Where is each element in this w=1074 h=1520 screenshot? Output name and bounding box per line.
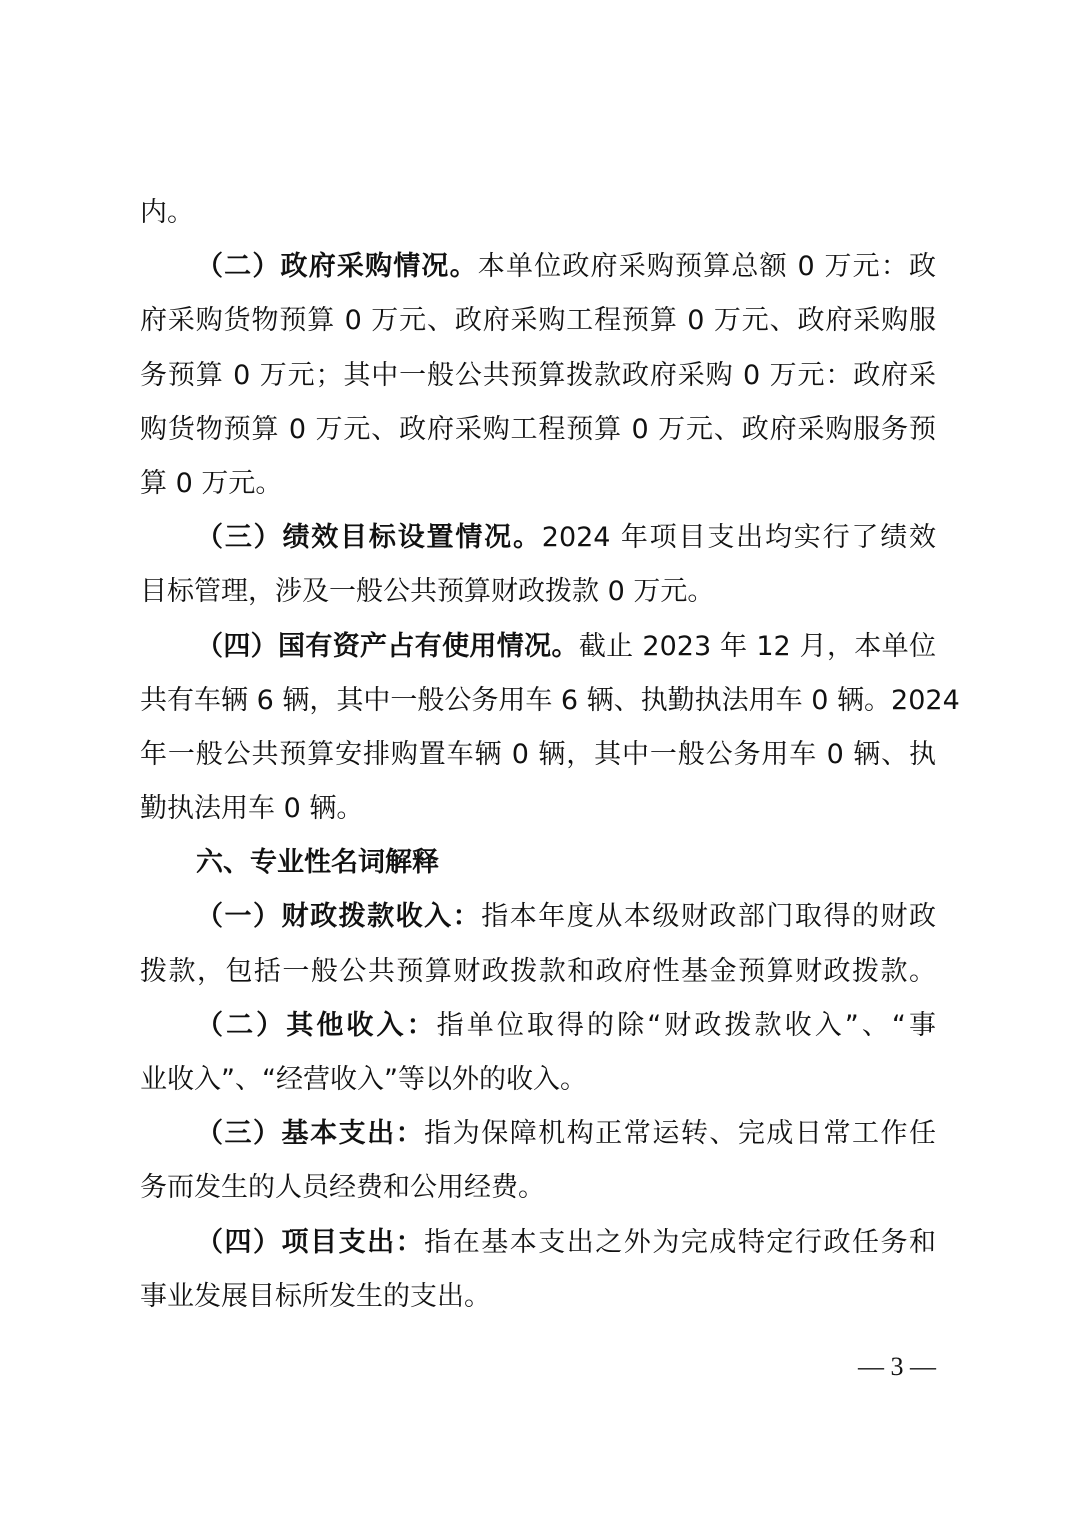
line-text: 务而发生的人员经费和公用经费。 xyxy=(140,1172,545,1204)
line-text: 拨款，包括一般公共预算财政拨款和政府性基金预算财政拨款。 xyxy=(140,955,936,987)
text-line xyxy=(140,782,936,836)
text-line xyxy=(140,1107,936,1161)
line-text: 勤执法用车 0 辆。 xyxy=(140,793,364,825)
text-line xyxy=(140,511,936,565)
bold-heading: （二）政府采购情况。 xyxy=(196,251,478,283)
bold-heading: （三）绩效目标设置情况。 xyxy=(196,522,542,554)
bold-heading: 六、专业性名词解释 xyxy=(196,847,439,879)
line-text: 业收入”、“经营收入”等以外的收入。 xyxy=(140,1064,587,1095)
bold-heading: （四）项目支出： xyxy=(196,1226,425,1258)
text-line xyxy=(140,457,936,511)
line-text: 2024 年项目支出均实行了绩效 xyxy=(541,522,937,554)
page-number: — 3 — xyxy=(858,1352,936,1381)
text-line xyxy=(140,1270,936,1324)
text-line xyxy=(140,565,936,619)
line-text: 事业发展目标所发生的支出。 xyxy=(140,1280,491,1312)
bold-heading: （三）基本支出： xyxy=(196,1118,425,1150)
line-text: 指为保障机构正常运转、完成日常工作任 xyxy=(424,1118,937,1150)
line-text: 指在基本支出之外为完成特定行政任务和 xyxy=(424,1226,937,1258)
line-text: 指本年度从本级财政部门取得的财政 xyxy=(481,901,937,933)
line-text: 目标管理，涉及一般公共预算财政拨款 0 万元。 xyxy=(140,576,715,608)
text-line xyxy=(140,674,960,728)
line-text: 截止 2023 年 12 月，本单位 xyxy=(578,630,936,662)
line-text: 内。 xyxy=(140,197,194,228)
text-line xyxy=(140,620,936,674)
text-line xyxy=(140,240,936,294)
bold-heading: （一）财政拨款收入： xyxy=(196,901,482,933)
text-line xyxy=(140,890,936,944)
bold-heading: （二）其他收入： xyxy=(196,1009,437,1041)
line-text: 共有车辆 6 辆，其中一般公务用车 6 辆、执勤执法用车 0 辆。2024 xyxy=(140,684,960,716)
text-line xyxy=(140,294,936,348)
text-line xyxy=(140,1161,936,1215)
text-line xyxy=(140,186,936,240)
line-text: 府采购货物预算 0 万元、政府采购工程预算 0 万元、政府采购服 xyxy=(140,305,936,337)
text-line xyxy=(140,945,936,999)
text-line xyxy=(140,1216,936,1270)
text-line xyxy=(140,403,936,457)
line-text: 本单位政府采购预算总额 0 万元：政 xyxy=(477,251,937,283)
line-text: 算 0 万元。 xyxy=(140,467,283,499)
text-line xyxy=(140,1053,936,1107)
text-line xyxy=(140,728,936,782)
bold-heading: （四）国有资产占有使用情况。 xyxy=(196,630,579,662)
line-text: 年一般公共预算安排购置车辆 0 辆，其中一般公务用车 0 辆、执 xyxy=(140,738,936,770)
text-line xyxy=(140,999,936,1053)
text-line xyxy=(140,349,936,403)
line-text: 指单位取得的除“财政拨款收入”、“事 xyxy=(436,1009,937,1041)
line-text: 务预算 0 万元；其中一般公共预算拨款政府采购 0 万元：政府采 xyxy=(140,359,936,391)
text-line xyxy=(140,836,936,890)
document-body xyxy=(140,186,960,1324)
line-text: 购货物预算 0 万元、政府采购工程预算 0 万元、政府采购服务预 xyxy=(140,413,936,445)
